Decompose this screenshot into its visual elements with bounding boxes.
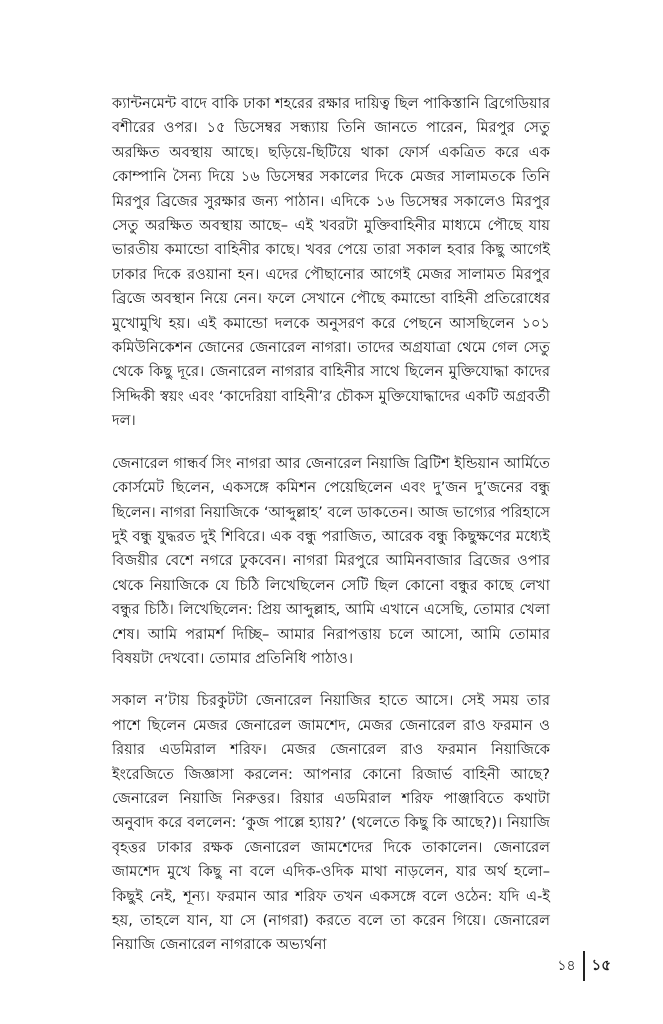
page-footer bbox=[557, 950, 611, 982]
body-paragraph-3: সকাল ন’টায় চিরকুটটা জেনারেল নিয়াজির হাতে আসে। সেই সময় তার পাশে ছিলেন মেজর জেনারেল জামশেদ, মেজর জেনারেল রাও ফরমান ও রিয়ার এডমিরাল শরিফ। মেজর জেনারেল রাও ফরমান নিয়াজিকে ইংরেজিতে জিজ্ঞাসা করলেন: আপনার কোনো রিজার্ভ বাহিনী আছে? জেনারেল নিয়াজি নিরুত্তর। রিয়ার এডমিরাল শরিফ পাঞ্জাবিতে কথাটা অনুবাদ করে বললেন: ‘কুজ পাল্লে হ্যায়?’ (থলেতে কিছু কি আছে?)। নিয়াজি বৃহত্তর ঢাকার রক্ষক জেনারেল জামশেদের দিকে তাকালেন। জেনারেল জামশেদ মুখে কিছু না বলে এদিক-ওদিক মাথা নাড়লেন, যার অর্থ হলো– কিছুই নেই, শূন্য। ফরমান আর শরিফ তখন একসঙ্গে বলে ওঠেন: যদি এ-ই হয়, তাহলে যান, যা সে (নাগরা) করতে বলে তা করেন গিয়ে। জেনারেল নিয়াজি জেনারেল নাগরাকে অভ্যর্থনা bbox=[112, 692, 550, 954]
previous-page-number: ১৪ bbox=[557, 958, 576, 974]
current-page-number: ১৫ bbox=[591, 955, 611, 974]
page-number-divider bbox=[583, 951, 585, 981]
page-body bbox=[112, 92, 550, 958]
body-paragraph-1: ক্যান্টনমেন্ট বাদে বাকি ঢাকা শহরের রক্ষার দায়িত্ব ছিল পাকিস্তানি ব্রিগেডিয়ার বশীরের ওপর। ১৫ ডিসেম্বর সন্ধ্যায় তিনি জানতে পারেন, মিরপুর সেতু অরক্ষিত অবস্থায় আছে। ছড়িয়ে-ছিটিয়ে থাকা ফোর্স একত্রিত করে এক কোম্পানি সৈন্য দিয়ে ১৬ ডিসেম্বর সকালের দিকে মেজর সালামতকে তিনি মিরপুর ব্রিজের সুরক্ষার জন্য পাঠান। এদিকে ১৬ ডিসেম্বর সকালেও মিরপুর সেতু অরক্ষিত অবস্থায় আছে– এই খবরটা মুক্তিবাহিনীর মাধ্যমে পৌছে যায় ভারতীয় কমান্ডো বাহিনীর কাছে। খবর পেয়ে তারা সকাল হবার কিছু আগেই ঢাকার দিকে রওয়ানা হন। এদের পৌছানোর আগেই মেজর সালামত মিরপুর ব্রিজে অবস্থান নিয়ে নেন। ফলে সেখানে পৌছে কমান্ডো বাহিনী প্রতিরোধের মুখোমুখি হয়। এই কমান্ডো দলকে অনুসরণ করে পেছনে আসছিলেন ১০১ কমিউনিকেশন জোনের জেনারেল নাগরা। তাদের অগ্রযাত্রা থেমে গেল সেতু থেকে কিছু দূরে। জেনারেল নাগরার বাহিনীর সাথে ছিলেন মুক্তিযোদ্ধা কাদের সিদ্দিকী স্বয়ং এবং ‘কাদেরিয়া বাহিনী’র চৌকস মুক্তিযোদ্ধাদের একটি অগ্রবর্তী দল। bbox=[112, 95, 550, 430]
body-paragraph-2: জেনারেল গান্ধর্ব সিং নাগরা আর জেনারেল নিয়াজি ব্রিটিশ ইন্ডিয়ান আর্মিতে কোর্সমেট ছিলেন, একসঙ্গে কমিশন পেয়েছিলেন এবং দু’জন দু’জনের বন্ধু ছিলেন। নাগরা নিয়াজিকে ‘আব্দুল্লাহ’ বলে ডাকতেন। আজ ভাগ্যের পরিহাসে দুই বন্ধু যুদ্ধরত দুই শিবিরে। এক বন্ধু পরাজিত, আরেক বন্ধু কিছুক্ষণের মধ্যেই বিজয়ীর বেশে নগরে ঢুকবেন। নাগরা মিরপুরে আমিনবাজার ব্রিজের ওপার থেকে নিয়াজিকে যে চিঠি লিখেছিলেন সেটি ছিল কোনো বন্ধুর কাছে লেখা বন্ধুর চিঠি। লিখেছিলেন: প্রিয় আব্দুল্লাহ, আমি এখানে এসেছি, তোমার খেলা শেষ। আমি পরামর্শ দিচ্ছি– আমার নিরাপত্তায় চলে আসো, আমি তোমার বিষয়টা দেখবো। তোমার প্রতিনিধি পাঠাও। bbox=[112, 454, 550, 667]
